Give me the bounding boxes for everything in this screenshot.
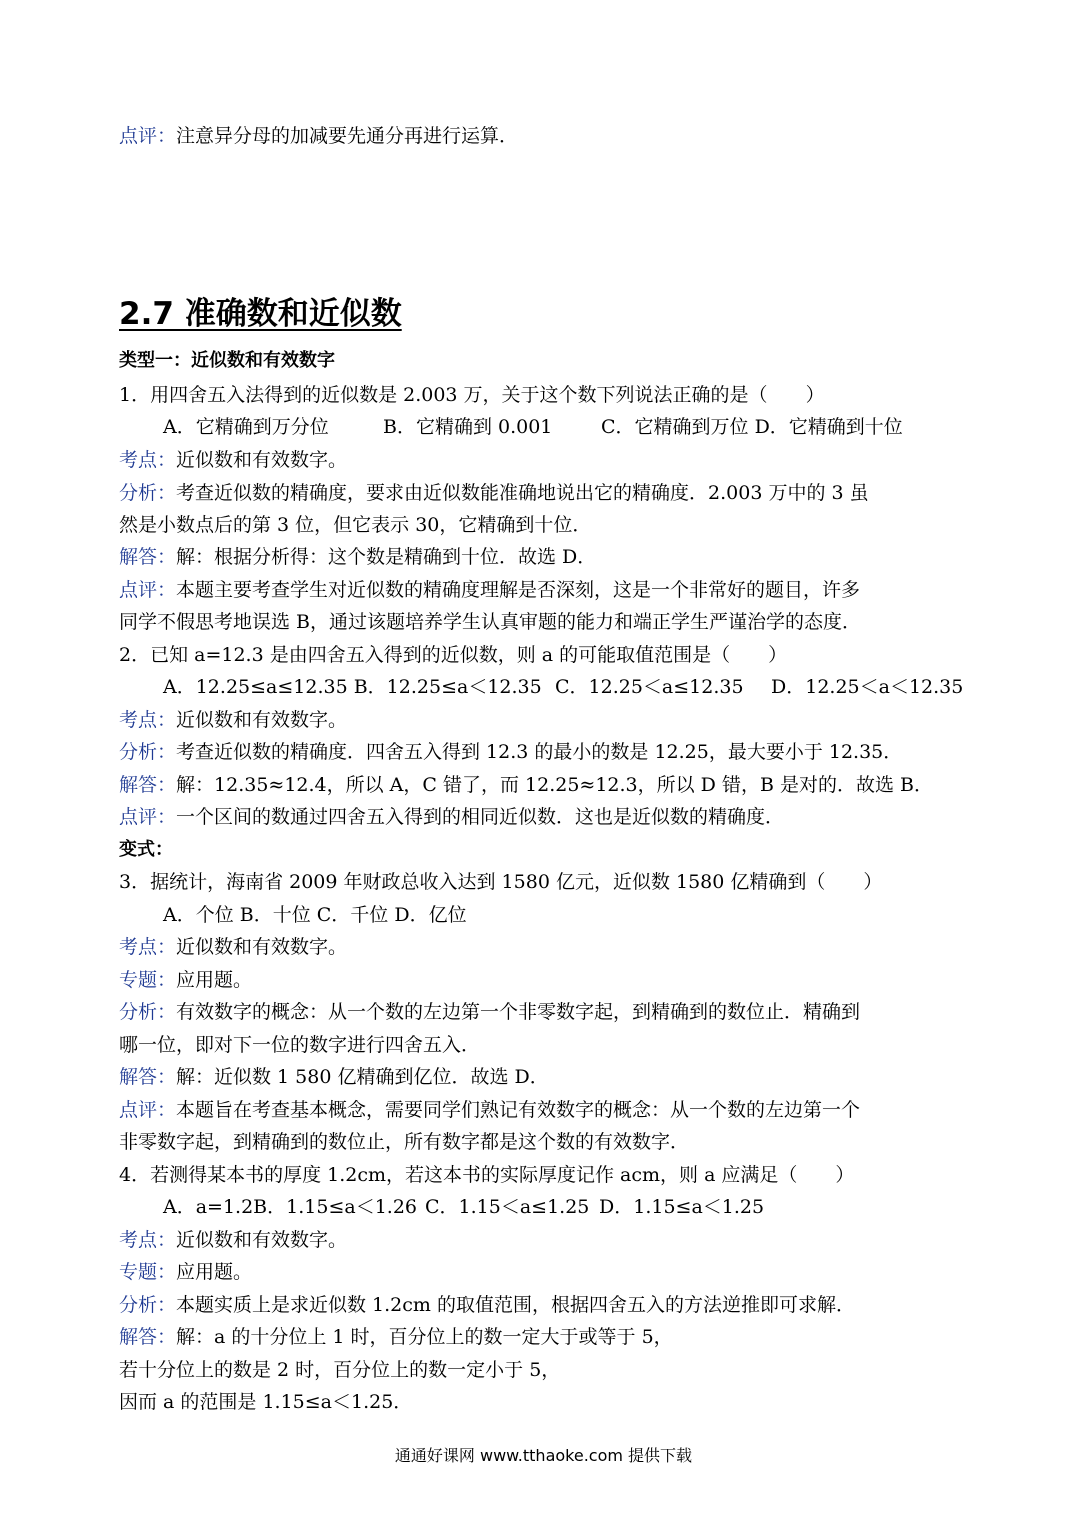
q4-fenxi bbox=[119, 1291, 855, 1319]
q3-question: 3．据统计，海南省 2009 年财政总收入达到 1580 亿元，近似数 1580 亿精确到（ ） bbox=[119, 871, 883, 893]
q1-option-cd: C．它精确到万位 D．它精确到十位 bbox=[601, 416, 903, 438]
q2-options bbox=[163, 673, 963, 701]
q1-kaodian bbox=[119, 446, 347, 474]
q2-option-d: D．12.25＜a＜12.35 bbox=[771, 676, 964, 698]
q2-dianping bbox=[119, 803, 784, 831]
q3-fenxi bbox=[119, 998, 860, 1026]
fenxi-text: 有效数字的概念：从一个数的左边第一个非零数字起，到精确到的数位止．精确到 bbox=[176, 1001, 861, 1023]
kaodian-text: 近似数和有效数字。 bbox=[176, 936, 348, 958]
q2-option-ab: A．12.25≤a≤12.35 B．12.25≤a＜12.35 bbox=[163, 676, 542, 698]
section-title: 2.7 准确数和近似数 bbox=[119, 296, 402, 332]
q3-kaodian bbox=[119, 933, 347, 961]
q1-dianping-cont: 同学不假思考地误选 B，通过该题培养学生认真审题的能力和端正学生严谨治学的态度． bbox=[119, 611, 862, 633]
type1-title: 类型一：近似数和有效数字 bbox=[119, 350, 335, 371]
q4-option-ab: A．a=1.2B．1.15≤a＜1.26 bbox=[163, 1196, 418, 1218]
q1-option-a: A．它精确到万分位 bbox=[163, 416, 329, 438]
kaodian-text: 近似数和有效数字。 bbox=[176, 709, 348, 731]
kaodian-label: 考点： bbox=[119, 449, 177, 471]
fenxi-text: 考查近似数的精确度．四舍五入得到 12.3 的最小的数是 12.25，最大要小于 12.35． bbox=[176, 741, 903, 763]
jieda-text: 解：根据分析得：这个数是精确到十位．故选 D． bbox=[176, 546, 597, 568]
q4-option-c: C．1.15＜a≤1.25 bbox=[425, 1196, 590, 1218]
comment-label: 点评： bbox=[119, 125, 177, 147]
fenxi-text: 本题实质上是求近似数 1.2cm 的取值范围，根据四舍五入的方法逆推即可求解． bbox=[176, 1294, 855, 1316]
footer-credit: 通通好课网 www.tthaoke.com 提供下载 bbox=[394, 1446, 693, 1465]
dianping-text: 本题主要考查学生对近似数的精确度理解是否深刻，这是一个非常好的题目，许多 bbox=[176, 579, 861, 601]
kaodian-label: 考点： bbox=[119, 1229, 177, 1251]
zhuanti-label: 专题： bbox=[119, 1261, 177, 1283]
q4-jieda-cont2: 因而 a 的范围是 1.15≤a＜1.25． bbox=[119, 1391, 413, 1413]
q3-dianping bbox=[119, 1096, 860, 1124]
q4-question: 4．若测得某本书的厚度 1.2cm，若这本书的实际厚度记作 acm，则 a 应满足（ ） bbox=[119, 1164, 855, 1186]
fenxi-label: 分析： bbox=[119, 1001, 177, 1023]
q2-option-c: C．12.25＜a≤12.35 bbox=[555, 676, 744, 698]
fenxi-label: 分析： bbox=[119, 482, 177, 504]
q4-option-d: D．1.15≤a＜1.25 bbox=[599, 1196, 765, 1218]
zhuanti-text: 应用题。 bbox=[176, 969, 253, 991]
q3-fenxi-cont: 哪一位，即对下一位的数字进行四舍五入． bbox=[119, 1034, 481, 1056]
q2-question: 2．已知 a=12.3 是由四舍五入得到的近似数，则 a 的可能取值范围是（ ） bbox=[119, 644, 788, 666]
q4-jieda-cont1: 若十分位上的数是 2 时，百分位上的数一定小于 5， bbox=[119, 1359, 561, 1381]
q4-jieda bbox=[119, 1323, 673, 1351]
jieda-label: 解答： bbox=[119, 1326, 177, 1348]
dianping-label: 点评： bbox=[119, 579, 177, 601]
q4-options bbox=[163, 1193, 764, 1221]
q3-jieda bbox=[119, 1063, 549, 1091]
q1-options bbox=[163, 413, 903, 441]
q1-fenxi bbox=[119, 479, 869, 507]
q3-dianping-cont: 非零数字起，到精确到的数位止，所有数字都是这个数的有效数字． bbox=[119, 1131, 690, 1153]
top-comment bbox=[119, 122, 518, 150]
dianping-label: 点评： bbox=[119, 1099, 177, 1121]
q1-jieda bbox=[119, 543, 596, 571]
dianping-text: 一个区间的数通过四舍五入得到的相同近似数．这也是近似数的精确度． bbox=[176, 806, 785, 828]
q1-dianping bbox=[119, 576, 860, 604]
dianping-label: 点评： bbox=[119, 806, 177, 828]
jieda-label: 解答： bbox=[119, 774, 177, 796]
zhuanti-label: 专题： bbox=[119, 969, 177, 991]
q4-kaodian bbox=[119, 1226, 347, 1254]
dianping-text: 本题旨在考查基本概念，需要同学们熟记有效数字的概念：从一个数的左边第一个 bbox=[176, 1099, 861, 1121]
fenxi-label: 分析： bbox=[119, 741, 177, 763]
jieda-text: 解：a 的十分位上 1 时，百分位上的数一定大于或等于 5， bbox=[176, 1326, 673, 1348]
fenxi-text: 考查近似数的精确度，要求由近似数能准确地说出它的精确度．2.003 万中的 3 虽 bbox=[176, 482, 869, 504]
jieda-text: 解：12.35≈12.4，所以 A，C 错了，而 12.25≈12.3，所以 D 错，B 是对的．故选 B． bbox=[176, 774, 933, 796]
q2-kaodian bbox=[119, 706, 347, 734]
fenxi-label: 分析： bbox=[119, 1294, 177, 1316]
q3-options: A．个位 B．十位 C．千位 D．亿位 bbox=[163, 904, 467, 926]
kaodian-text: 近似数和有效数字。 bbox=[176, 1229, 348, 1251]
q4-zhuanti bbox=[119, 1258, 252, 1286]
q1-option-b: B．它精确到 0.001 bbox=[383, 416, 553, 438]
q1-question: 1．用四舍五入法得到的近似数是 2.003 万，关于这个数下列说法正确的是（ ） bbox=[119, 384, 825, 406]
q3-zhuanti bbox=[119, 966, 252, 994]
jieda-label: 解答： bbox=[119, 1066, 177, 1088]
variant-title: 变式： bbox=[119, 839, 173, 860]
q2-jieda bbox=[119, 771, 933, 799]
jieda-text: 解：近似数 1 580 亿精确到亿位．故选 D． bbox=[176, 1066, 549, 1088]
zhuanti-text: 应用题。 bbox=[176, 1261, 253, 1283]
q2-fenxi bbox=[119, 738, 902, 766]
comment-text: 注意异分母的加减要先通分再进行运算． bbox=[176, 125, 519, 147]
kaodian-label: 考点： bbox=[119, 709, 177, 731]
jieda-label: 解答： bbox=[119, 546, 177, 568]
q1-fenxi-cont: 然是小数点后的第 3 位，但它表示 30，它精确到十位． bbox=[119, 514, 592, 536]
kaodian-text: 近似数和有效数字。 bbox=[176, 449, 348, 471]
kaodian-label: 考点： bbox=[119, 936, 177, 958]
